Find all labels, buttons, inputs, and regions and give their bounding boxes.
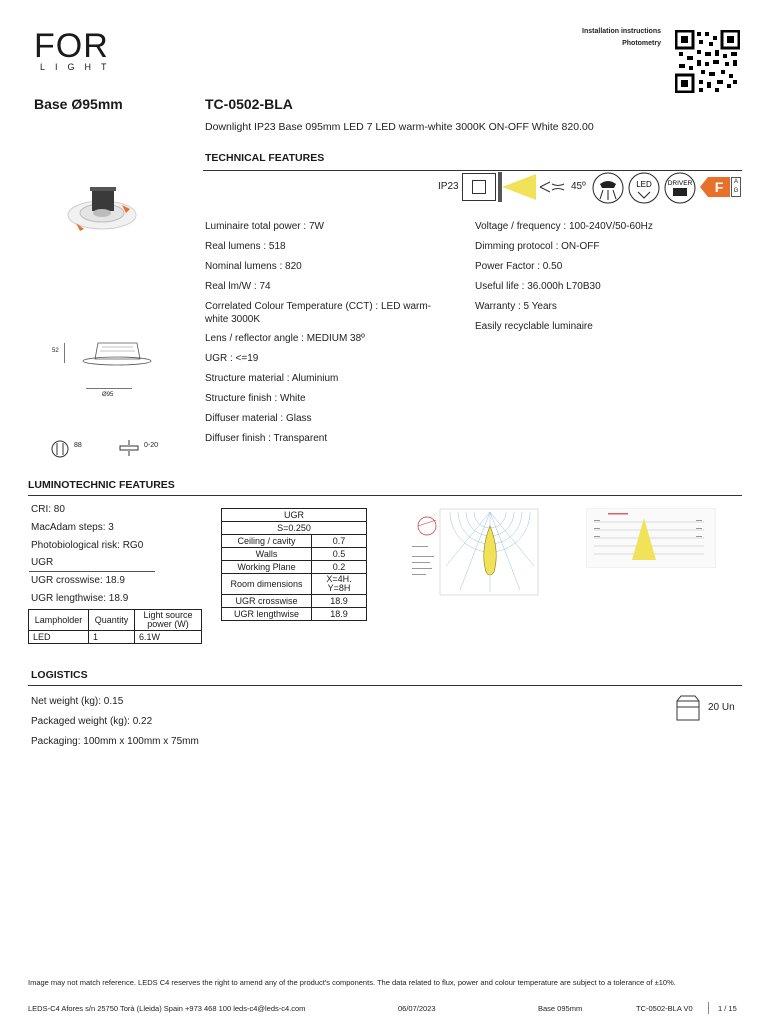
product-dimension-drawing [80, 337, 155, 372]
ugr-row-label: Walls [222, 548, 312, 561]
ugr-row-value: 0.5 [312, 548, 367, 561]
product-photo [62, 175, 142, 240]
installation-instructions-link[interactable]: Installation instructions [582, 28, 661, 35]
spec-left: Lens / reflector angle : MEDIUM 38º [205, 333, 365, 344]
macadam-text: MacAdam steps: 3 [31, 522, 114, 533]
lamp-cell: LED [29, 631, 89, 644]
lamp-header: Lampholder [29, 610, 89, 631]
spec-left: Correlated Colour Temperature (CCT) : LED warm- [205, 301, 431, 312]
led-included-icon [628, 172, 660, 204]
ugr-crosswise-text: UGR crosswise: 18.9 [31, 575, 125, 586]
ugr-row-label: UGR crosswise [222, 595, 312, 608]
spec-left: Real lumens : 518 [205, 241, 286, 252]
table-row [222, 595, 367, 608]
table-row [222, 574, 367, 595]
dimension-height-label: 52 [52, 348, 59, 354]
luminotechnic-divider [28, 495, 742, 496]
ugr-row-value: X=4H. Y=8H [312, 574, 367, 595]
lamp-cell: 6.1W [135, 631, 202, 644]
spec-left: Structure finish : White [205, 393, 306, 404]
ugr-row-label: Working Plane [222, 561, 312, 574]
ugr-table-subtitle: S=0.250 [222, 522, 367, 535]
spec-right: Power Factor : 0.50 [475, 261, 563, 272]
dimension-diameter-line [86, 388, 132, 389]
spec-left: white 3000K [205, 314, 261, 325]
ceiling-cutout-icon [50, 440, 72, 458]
dimension-diameter-label: Ø95 [102, 392, 114, 398]
ugr-lengthwise-text: UGR lengthwise: 18.9 [31, 593, 129, 604]
lamp-table [28, 609, 202, 644]
ugr-table-title: UGR [222, 509, 367, 522]
disclaimer-text: Image may not match reference. LEDS C4 reserves the right to amend any of the product's components. The data related to flux, power and colour temperature are subject to a tolerance of ±10%. [28, 978, 676, 987]
spec-left: Luminaire total power : 7W [205, 221, 324, 232]
ceiling-thickness-icon [119, 440, 139, 456]
lamp-header: Light source power (W) [135, 610, 202, 631]
ugr-row-value: 18.9 [312, 595, 367, 608]
spec-left: Real lm/W : 74 [205, 281, 271, 292]
table-row [29, 631, 202, 644]
photometry-link[interactable]: Photometry [622, 40, 661, 47]
luminotechnic-heading: LUMINOTECHNIC FEATURES [28, 479, 175, 491]
spec-left: Structure material : Aluminium [205, 373, 339, 384]
ugr-row-label: Ceiling / cavity [222, 535, 312, 548]
spec-left: UGR : <=19 [205, 353, 259, 364]
spec-right: Dimming protocol : ON-OFF [475, 241, 600, 252]
product-description: Downlight IP23 Base 095mm LED 7 LED warm-white 3000K ON-OFF White 820.00 [205, 121, 594, 133]
ugr-table [221, 508, 367, 621]
packaging-text: Packaging: 100mm x 100mm x 75mm [31, 736, 199, 747]
energy-scale [731, 177, 741, 197]
ugr-row-value: 18.9 [312, 608, 367, 621]
logistics-heading: LOGISTICS [31, 669, 88, 681]
ugr-row-value: 0.2 [312, 561, 367, 574]
table-row [222, 561, 367, 574]
spec-right: Warranty : 5 Years [475, 301, 557, 312]
product-code-title: TC-0502-BLA [205, 96, 293, 112]
luminaire-light-icon [592, 172, 624, 204]
table-row [222, 522, 367, 535]
lamp-cell: 1 [89, 631, 135, 644]
cutout-value: 88 [74, 442, 82, 449]
svg-text:DRIVER: DRIVER [667, 180, 693, 187]
spec-right: Useful life : 36.000h L70B30 [475, 281, 601, 292]
ugr-row-value: 0.7 [312, 535, 367, 548]
energy-class-letter: F [714, 179, 724, 195]
ip-rating-box [462, 173, 496, 201]
beam-angle-icon [498, 172, 536, 202]
company-address: LEDS-C4 Afores s/n 25750 Torà (Lleida) Spain +973 468 100 leds-c4@leds-c4.com [28, 1004, 306, 1013]
spec-left: Diffuser material : Glass [205, 413, 312, 424]
dimension-height-line [64, 343, 65, 363]
logo-main-text: FOR [34, 27, 109, 65]
table-row [222, 509, 367, 522]
table-row [222, 608, 367, 621]
logo-sub-text: LIGHT [40, 62, 117, 72]
ugr-row-label: UGR lengthwise [222, 608, 312, 621]
table-row [29, 610, 202, 631]
spec-right: Voltage / frequency : 100-240V/50-60Hz [475, 221, 653, 232]
cone-diagram[interactable] [586, 508, 716, 568]
table-row [222, 535, 367, 548]
spec-right: Easily recyclable luminaire [475, 321, 593, 332]
energy-scale-bottom: G [733, 188, 739, 194]
packaged-weight-text: Packaged weight (kg): 0.22 [31, 716, 153, 727]
product-family-title: Base Ø95mm [34, 96, 123, 112]
qr-code-icon[interactable] [675, 30, 740, 93]
page-number: 1 / 15 [718, 1004, 737, 1013]
driver-included-icon [664, 172, 696, 204]
logistics-divider [28, 685, 742, 686]
footer-separator [708, 1002, 709, 1014]
box-icon [676, 695, 700, 721]
svg-text:LED: LED [636, 180, 652, 189]
footer-ref: TC-0502-BLA V0 [636, 1004, 693, 1013]
units-per-box: 20 Un [708, 702, 735, 713]
ip-rating-label: IP23 [438, 181, 459, 192]
cri-text: CRI: 80 [31, 504, 65, 515]
net-weight-text: Net weight (kg): 0.15 [31, 696, 124, 707]
energy-class-badge [700, 177, 730, 197]
ugr-row-label: Room dimensions [222, 574, 312, 595]
recess-value: 0-20 [144, 442, 159, 449]
polar-photometry-diagram[interactable] [410, 506, 540, 598]
energy-scale-top: A [733, 179, 738, 185]
ugr-label: UGR [31, 557, 54, 568]
brand-logo [34, 27, 124, 74]
spec-left: Nominal lumens : 820 [205, 261, 302, 272]
technical-divider [203, 170, 742, 171]
lamp-header: Quantity [89, 610, 135, 631]
spec-left: Diffuser finish : Transparent [205, 433, 328, 444]
footer-date: 06/07/2023 [398, 1004, 436, 1013]
beam-angle-value: 45º [571, 181, 586, 192]
technical-features-heading: TECHNICAL FEATURES [205, 152, 325, 164]
table-row [222, 548, 367, 561]
ugr-underline [29, 571, 155, 572]
photobiological-text: Photobiological risk: RG0 [31, 540, 144, 551]
beam-spread-icon [538, 180, 566, 194]
footer-family: Base 095mm [538, 1004, 583, 1013]
